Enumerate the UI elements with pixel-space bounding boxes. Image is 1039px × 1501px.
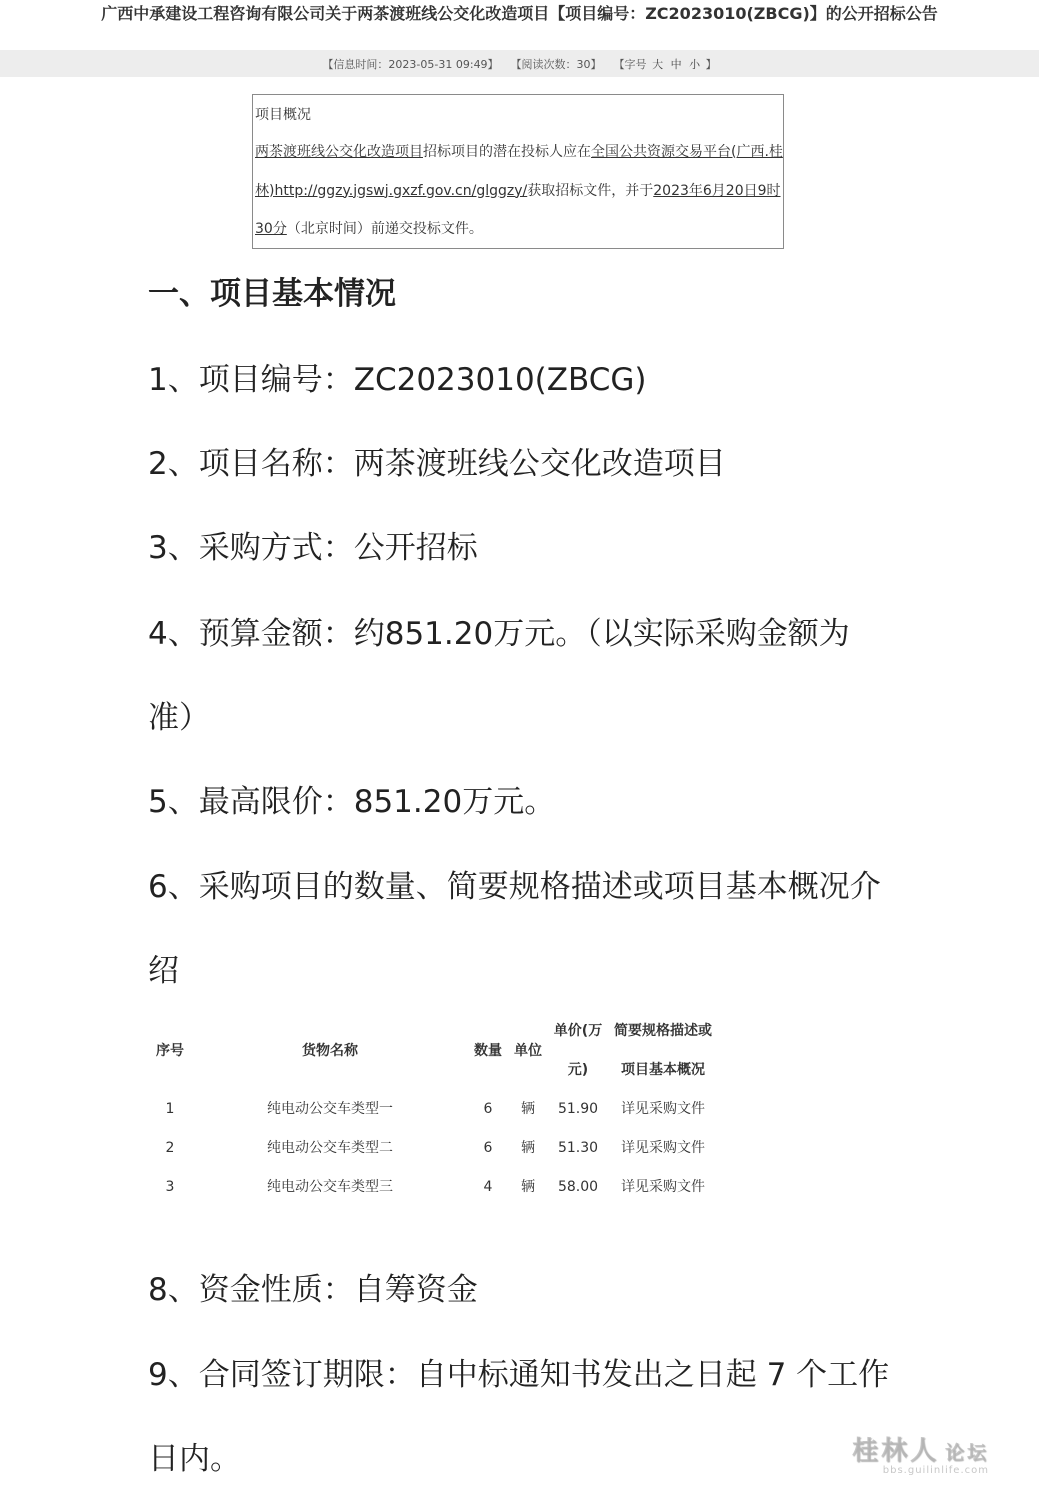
watermark-main-text: 桂林人 bbox=[851, 1436, 939, 1466]
cell-seq: 2 bbox=[165, 1140, 175, 1156]
goods-table bbox=[148, 1012, 718, 1207]
header-price-text: 单价(万元) bbox=[553, 1023, 603, 1078]
item-contract-deadline: 9、合同签订期限：自中标通知书发出之日起 7 个工作日内。 bbox=[148, 1357, 890, 1477]
font-size-prefix: 【字号 bbox=[613, 57, 647, 71]
watermark-sub-text: bbs.guilinlife.com bbox=[882, 1465, 989, 1476]
header-name: 货物名称 bbox=[302, 1042, 358, 1059]
table-row bbox=[148, 1168, 718, 1207]
platform-url-link[interactable]: http://ggzy.jgswj.gxzf.gov.cn/glggzy/ bbox=[274, 182, 528, 199]
cell-desc: 详见采购文件 bbox=[621, 1140, 705, 1156]
cell-qty: 6 bbox=[483, 1140, 493, 1156]
item-project-name: 2、项目名称：两茶渡班线公交化改造项目 bbox=[148, 446, 726, 482]
section-heading-basic-info: 一、项目基本情况 bbox=[148, 276, 396, 312]
header-price bbox=[548, 1012, 608, 1090]
cell-price: 51.90 bbox=[557, 1101, 599, 1117]
item-max-price: 5、最高限价：851.20万元。 bbox=[148, 784, 556, 820]
cell-qty: 4 bbox=[483, 1179, 493, 1195]
project-name-link[interactable]: 两茶渡班线公交化改造项目 bbox=[255, 144, 423, 160]
item-budget: 4、预算金额：约851.20万元。（以实际采购金额为准） bbox=[148, 616, 850, 736]
table-row bbox=[148, 1129, 718, 1168]
cell-desc: 详见采购文件 bbox=[621, 1101, 705, 1117]
item-procurement-method: 3、采购方式：公开招标 bbox=[148, 530, 478, 566]
cell-price: 58.00 bbox=[557, 1179, 599, 1195]
cell-unit: 辆 bbox=[521, 1179, 535, 1195]
goods-table-header-row bbox=[148, 1012, 718, 1090]
watermark-secondary-text: 论坛 bbox=[944, 1442, 989, 1464]
read-count: 【阅读次数：30】 bbox=[510, 57, 602, 71]
platform-link[interactable]: 全国公共资源交易平台(广西.桂林) bbox=[255, 144, 783, 199]
cell-unit: 辆 bbox=[521, 1140, 535, 1156]
cell-name: 纯电动公交车类型二 bbox=[267, 1140, 393, 1156]
header-desc-text: 简要规格描述或项目基本概况 bbox=[614, 1023, 712, 1078]
cell-qty: 6 bbox=[483, 1101, 493, 1117]
font-small-button[interactable]: 小 bbox=[689, 57, 701, 71]
cell-price: 51.30 bbox=[557, 1140, 599, 1156]
item-project-number: 1、项目编号：ZC2023010(ZBCG) bbox=[148, 362, 647, 398]
overview-heading: 项目概况 bbox=[255, 107, 311, 123]
cell-seq: 3 bbox=[165, 1179, 175, 1195]
header-qty: 数量 bbox=[474, 1042, 502, 1059]
cell-name: 纯电动公交车类型三 bbox=[267, 1179, 393, 1195]
header-desc bbox=[608, 1012, 718, 1090]
table-row bbox=[148, 1090, 718, 1129]
font-size-suffix: 】 bbox=[705, 57, 717, 71]
page-title: 广西中承建设工程咨询有限公司关于两茶渡班线公交化改造项目【项目编号：ZC2023010(ZBCG)】的公开招标公告 bbox=[101, 4, 938, 23]
overview-text-2: 获取招标文件，并于 bbox=[527, 182, 654, 199]
info-time: 【信息时间：2023-05-31 09:49】 bbox=[322, 57, 499, 71]
header-seq: 序号 bbox=[156, 1042, 184, 1059]
info-meta-bar bbox=[0, 50, 1039, 77]
overview-body bbox=[255, 133, 783, 249]
font-size-control bbox=[614, 56, 717, 72]
cell-unit: 辆 bbox=[521, 1101, 535, 1117]
overview-text-3: （北京时间）前递交投标文件。 bbox=[286, 221, 483, 237]
cell-desc: 详见采购文件 bbox=[621, 1179, 705, 1195]
item-funding-nature: 8、资金性质：自筹资金 bbox=[148, 1272, 478, 1308]
cell-name: 纯电动公交车类型一 bbox=[267, 1101, 393, 1117]
deadline-link[interactable]: 2023年6月20日9时30分 bbox=[255, 182, 781, 237]
item-procurement-description: 6、采购项目的数量、简要规格描述或项目基本概况介绍 bbox=[148, 869, 881, 989]
project-overview-box bbox=[252, 94, 784, 249]
font-large-button[interactable]: 大 bbox=[652, 57, 664, 71]
header-unit: 单位 bbox=[514, 1042, 542, 1059]
cell-seq: 1 bbox=[165, 1101, 175, 1117]
font-medium-button[interactable]: 中 bbox=[670, 57, 682, 71]
overview-text-1: 招标项目的潜在投标人应在 bbox=[423, 144, 591, 160]
